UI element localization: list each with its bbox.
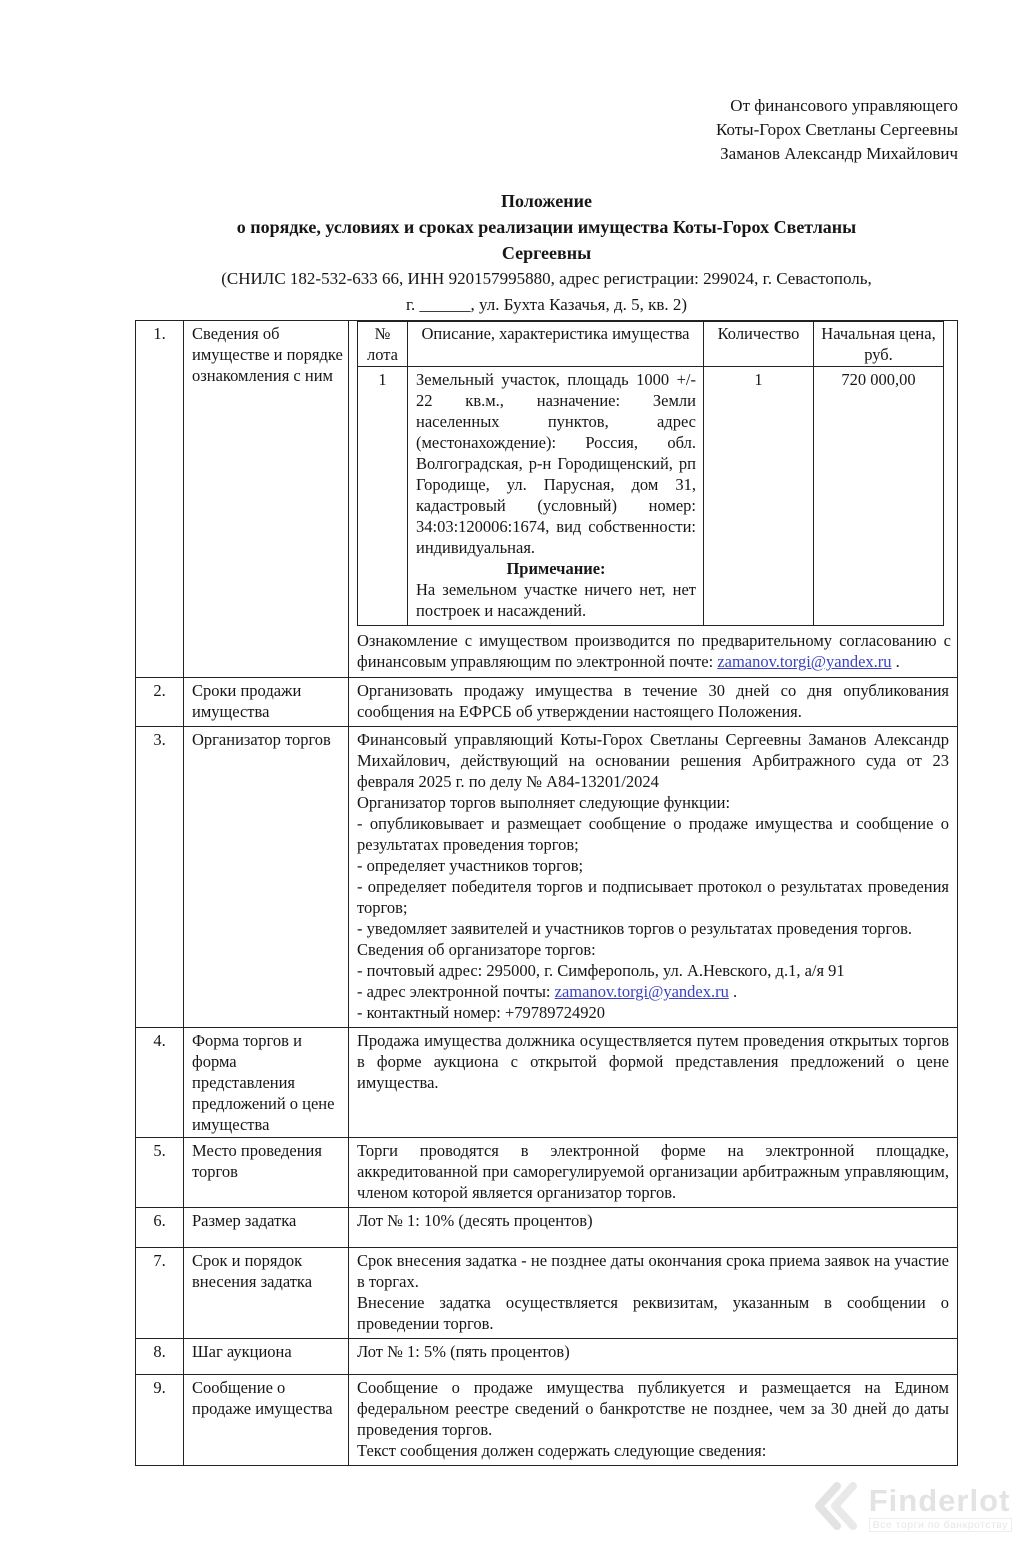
price-value: 720 000,00 [814,367,944,626]
row-4-label: Форма торгов и форма представления предложений о цене имущества [184,1028,349,1138]
row-3-paragraph-7: Сведения об организаторе торгов: [357,940,596,959]
title-line-3: Сергеевны [501,243,592,263]
row-8-number: 8. [136,1339,184,1375]
table-row-4 [136,1028,958,1138]
lot-description: Земельный участок, площадь 1000 +/- 22 кв.м., назначение: Земли населенных пунктов, адрес (местонахождение): Россия, обл. Волгоградская, р-н Городищенский, рп Городище, ул. Парусная, дом 31, кадастровый (условный) номер: 34:03:120006:1674, вид собственности: индивидуальная. [416,370,696,557]
table-row-2 [136,678,958,727]
lot-number-header: № лота [358,322,408,367]
row-7-number: 7. [136,1248,184,1339]
addressee-line-1: От финансового управляющего [730,96,958,115]
row-9-content [349,1375,958,1466]
watermark-tagline: Все торги по банкротству [869,1518,1012,1532]
row-8-content [349,1339,958,1375]
note-text: На земельном участке ничего нет, нет построек и насаждений. [416,580,696,620]
row-4-text: Продажа имущества должника осуществляется путем проведения открытых торгов в форме аукциона с открытой формой представления предложений о цене имущества. [357,1031,949,1092]
row-3-paragraph-6: - уведомляет заявителей и участников торгов о результатах проведения торгов. [357,919,913,938]
row-3-paragraph-8: - почтовый адрес: 295000, г. Симферополь, ул. А.Невского, д.1, а/я 91 [357,961,845,980]
footer-text-before-email: Ознакомление с имуществом производится по предварительному согласованию с финансовым управляющим по электронной почте: [357,631,951,671]
row-3-paragraph-4: - определяет участников торгов; [357,856,584,875]
regulation-table [135,320,958,1466]
table-row-6 [136,1208,958,1248]
row-7-label: Срок и порядок внесения задатка [184,1248,349,1339]
row-4-content [349,1028,958,1138]
row-3-paragraph-2: Организатор торгов выполняет следующие функции: [357,793,731,812]
quantity-header: Количество [704,322,814,367]
row-3-label: Организатор торгов [184,727,349,1028]
row-3-paragraph-10: - контактный номер: +79789724920 [357,1003,606,1022]
row-2-label: Сроки продажи имущества [184,678,349,727]
lot-number-value: 1 [358,367,408,626]
row-5-number: 5. [136,1138,184,1208]
row-1-footer-paragraph [349,628,957,677]
description-header: Описание, характеристика имущества [408,322,704,367]
row-2-content [349,678,958,727]
row-9-paragraph-1: Сообщение о продаже имущества публикуется и размещается на Едином федеральном реестре сведений о банкротстве не позднее, чем за 30 дней до даты проведения торгов. [357,1378,949,1439]
row-8-text: Лот № 1: 5% (пять процентов) [357,1342,570,1361]
row-3-paragraph-9 [357,981,949,1002]
title-line-1: Положение [501,191,592,211]
subtitle-line-2: г. ______, ул. Бухта Казачья, д. 5, кв. 2) [405,295,688,314]
organizer-email-link[interactable]: zamanov.torgi@yandex.ru [554,982,729,1001]
lot-table-data-row [358,367,944,626]
document-page [0,94,1024,1542]
manager-email-link[interactable]: zamanov.torgi@yandex.ru [717,652,892,671]
addressee-line-3: Заманов Александр Михайлович [720,144,958,163]
finderlot-watermark [809,1481,1012,1536]
addressee-line-2: Коты-Горох Светланы Сергеевны [715,120,958,139]
quantity-value: 1 [704,367,814,626]
row-3-paragraph-3: - опубликовывает и размещает сообщение о продаже имущества и сообщение о результатах проведения торгов; [357,814,949,854]
row-6-number: 6. [136,1208,184,1248]
row-9-paragraph-2: Текст сообщения должен содержать следующие сведения: [357,1441,767,1460]
title-line-2: о порядке, условиях и сроках реализации имущества Коты-Горох Светланы [236,217,857,237]
row-3-content [349,727,958,1028]
watermark-brand: Finderlot [868,1482,1011,1518]
row-4-number: 4. [136,1028,184,1138]
table-row-9 [136,1375,958,1466]
finderlot-logo-icon [809,1481,861,1536]
row-3-paragraph-5: - определяет победителя торгов и подписывает протокол о результатах проведения торгов; [357,877,949,917]
subtitle-line-1: (СНИЛС 182-532-633 66, ИНН 920157995880, адрес регистрации: 299024, г. Севастополь, [221,269,872,288]
table-row-3 [136,727,958,1028]
table-row-8 [136,1339,958,1375]
table-row-5 [136,1138,958,1208]
footer-text-after-email: . [891,652,900,671]
row-5-text: Торги проводятся в электронной форме на электронной площадке, аккредитованной при саморегулируемой организации арбитражным управляющим, членом которой является организатор торгов. [357,1141,949,1202]
email-label: - адрес электронной почты: [357,982,555,1001]
row-7-content [349,1248,958,1339]
table-row-7 [136,1248,958,1339]
row-9-number: 9. [136,1375,184,1466]
row-7-paragraph-2: Внесение задатка осуществляется реквизитам, указанным в сообщении о проведении торгов. [357,1293,949,1333]
row-1-content [349,321,958,678]
row-1-label: Сведения об имуществе и порядке ознакомления с ним [184,321,349,678]
watermark-text-block [868,1482,1012,1532]
row-2-text: Организовать продажу имущества в течение 30 дней со дня опубликования сообщения на ЕФРСБ об утверждении настоящего Положения. [357,681,949,721]
row-2-number: 2. [136,678,184,727]
note-heading: Примечание: [506,559,606,578]
row-3-paragraph-1: Финансовый управляющий Коты-Горох Светланы Сергеевны Заманов Александр Михайлович, действующий на основании решения Арбитражного суда от 23 февраля 2025 г. по делу № А84-13201/2024 [357,730,949,791]
row-5-content [349,1138,958,1208]
row-6-text: Лот № 1: 10% (десять процентов) [357,1211,593,1230]
document-subtitle [135,266,958,318]
row-9-label: Сообщение о продаже имущества [184,1375,349,1466]
email-suffix: . [728,982,738,1001]
price-header: Начальная цена, руб. [814,322,944,367]
table-row-1 [136,321,958,678]
lot-table-header-row [358,322,944,367]
lot-table [357,321,944,626]
row-5-label: Место проведения торгов [184,1138,349,1208]
row-6-label: Размер задатка [184,1208,349,1248]
row-8-label: Шаг аукциона [184,1339,349,1375]
row-1-number: 1. [136,321,184,678]
addressee-block [135,94,958,166]
row-3-number: 3. [136,727,184,1028]
row-6-content [349,1208,958,1248]
lot-description-cell [408,367,704,626]
row-7-paragraph-1: Срок внесения задатка - не позднее даты окончания срока приема заявок на участие в торгах. [357,1251,949,1291]
document-title [135,188,958,266]
